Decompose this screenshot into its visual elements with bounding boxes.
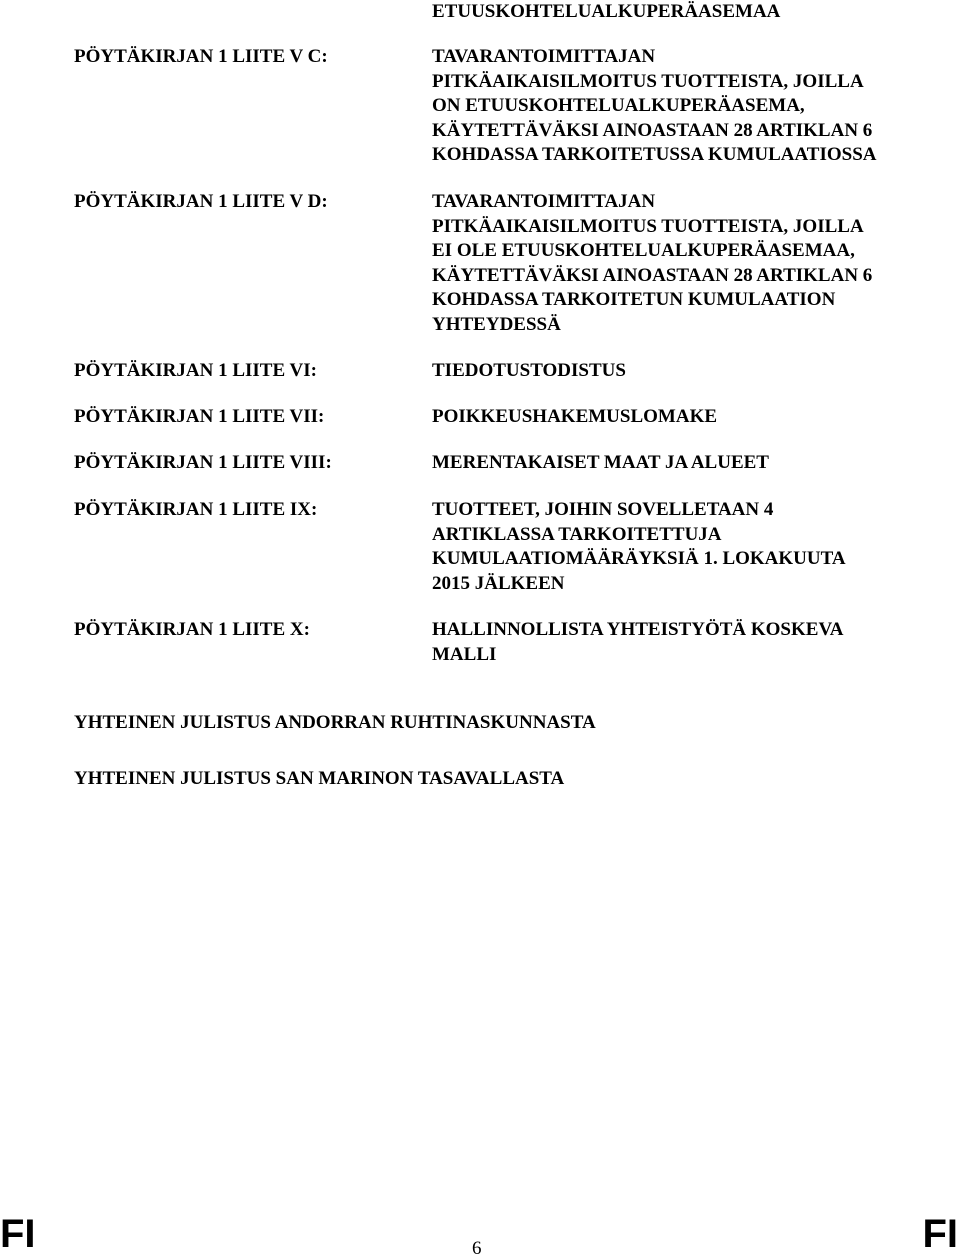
annex-title [432, 618, 932, 667]
annex-label: PÖYTÄKIRJAN 1 LIITE VI: [74, 360, 317, 381]
annex-label: PÖYTÄKIRJAN 1 LIITE V C: [74, 46, 328, 67]
annex-title [432, 190, 932, 337]
annex-label: PÖYTÄKIRJAN 1 LIITE X: [74, 619, 310, 640]
annex-title-line: KÄYTETTÄVÄKSI AINOASTAAN 28 ARTIKLAN 6 [432, 264, 873, 286]
footer-language-code-right: FI [922, 1212, 958, 1256]
annex-title-line: EI OLE ETUUSKOHTELUALKUPERÄASEMAA, [432, 240, 855, 261]
annex-title-line: KOHDASSA TARKOITETUN KUMULAATION [432, 289, 836, 310]
annex-title-line: PITKÄAIKAISILMOITUS TUOTTEISTA, JOILLA [432, 215, 864, 237]
annex-title-line: KÄYTETTÄVÄKSI AINOASTAAN 28 ARTIKLAN 6 [432, 119, 873, 141]
annex-label: PÖYTÄKIRJAN 1 LIITE V D: [74, 191, 328, 212]
annex-title [432, 451, 932, 476]
joint-declaration-andorra: YHTEINEN JULISTUS ANDORRAN RUHTINASKUNNASTA [74, 712, 596, 733]
annex-title-line: MALLI [432, 643, 497, 665]
annex-title-line: TAVARANTOIMITTAJAN [432, 46, 656, 67]
annex-title [432, 405, 932, 430]
annex-title-line: PITKÄAIKAISILMOITUS TUOTTEISTA, JOILLA [432, 70, 864, 92]
annex-title [432, 359, 932, 384]
annex-title [432, 45, 932, 168]
annex-title-line: MERENTAKAISET MAAT JA ALUEET [432, 452, 769, 473]
annex-label: PÖYTÄKIRJAN 1 LIITE VIII: [74, 452, 332, 473]
annex-label: PÖYTÄKIRJAN 1 LIITE IX: [74, 499, 318, 520]
annex-title-line: HALLINNOLLISTA YHTEISTYÖTÄ KOSKEVA [432, 619, 844, 640]
continued-title-line: ETUUSKOHTELUALKUPERÄASEMAA [432, 1, 781, 22]
annex-title-line: TAVARANTOIMITTAJAN [432, 191, 656, 212]
annex-title-line: 2015 JÄLKEEN [432, 572, 565, 594]
annex-title-line: YHTEYDESSÄ [432, 313, 561, 335]
annex-label: PÖYTÄKIRJAN 1 LIITE VII: [74, 406, 325, 427]
annex-title [432, 498, 932, 596]
footer-language-code-left: FI [0, 1212, 36, 1256]
annex-title-line: ON ETUUSKOHTELUALKUPERÄASEMA, [432, 95, 805, 116]
annex-title-line: KUMULAATIOMÄÄRÄYKSIÄ 1. LOKAKUUTA [432, 548, 846, 569]
annex-title-line: TIEDOTUSTODISTUS [432, 360, 626, 381]
joint-declaration-san-marino: YHTEINEN JULISTUS SAN MARINON TASAVALLASTA [74, 768, 565, 789]
annex-title-line: POIKKEUSHAKEMUSLOMAKE [432, 406, 718, 427]
annex-title-line: TUOTTEET, JOIHIN SOVELLETAAN 4 [432, 499, 774, 520]
page-number: 6 [472, 1238, 482, 1259]
annex-title-line: KOHDASSA TARKOITETUSSA KUMULAATIOSSA [432, 144, 877, 165]
annex-title-line: ARTIKLASSA TARKOITETTUJA [432, 523, 722, 545]
